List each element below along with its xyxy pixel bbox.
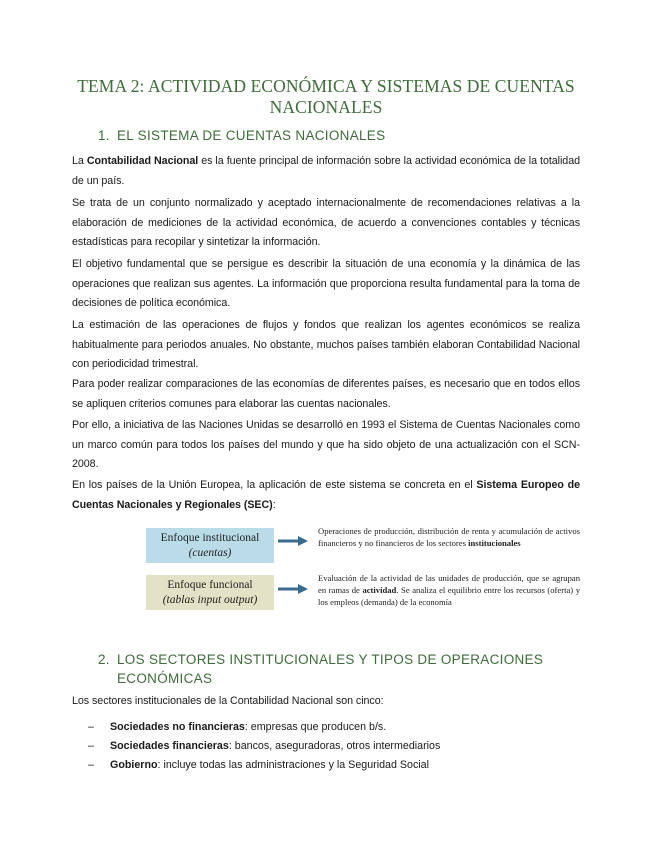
paragraph-1: La Contabilidad Nacional es la fuente principal de información sobre la actividad económica de la totalidad de un país.: [72, 155, 580, 187]
paragraph-4: La estimación de las operaciones de flujos y fondos que realizan los agentes económicos se realiza habitualmente para periodos anuales. No obstante, muchos países también elaboran Contabilidad Nacional con periodicidad trimestral.: [72, 319, 580, 371]
institutional-approach-description: Operaciones de producción, distribución de renta y acumulación de activos financieros y no financieros de los sectores institucionales: [318, 526, 580, 549]
list-item: – Gobierno: incluye todas las administraciones y la Seguridad Social: [88, 759, 429, 771]
paragraph-2: Se trata de un conjunto normalizado y aceptado internacionalmente de recomendaciones relativas a la elaboración de mediciones de la actividad económica, de acuerdo a convenciones contables y técnicas estadísticas para recopilar y sintetizar la información.: [72, 197, 580, 249]
page-title: TEMA 2: ACTIVIDAD ECONÓMICA Y SISTEMAS DE CUENTAS NACIONALES: [77, 76, 575, 117]
section-title: EL SISTEMA DE CUENTAS NACIONALES: [117, 128, 386, 143]
paragraph-3: El objetivo fundamental que se persigue es describir la situación de una economía y la dinámica de las operaciones que realizan sus agentes. La información que proporciona resulta fundamental para la toma de decisiones de política económica.: [72, 258, 580, 310]
list-item: – Sociedades financieras: bancos, aseguradoras, otros intermediarios: [88, 740, 441, 752]
list-item: – Sociedades no financieras: empresas que producen b/s.: [88, 721, 387, 733]
section-heading-1: [98, 128, 385, 143]
arrow-right-icon: [278, 536, 308, 546]
paragraph-6: Por ello, a iniciativa de las Naciones Unidas se desarrolló en 1993 el Sistema de Cuentas Nacionales como un marco común para todos los países del mundo y que ha sido objeto de una actualización con el SCN-2008.: [72, 419, 580, 471]
approaches-diagram: [146, 520, 586, 632]
arrow-right-icon: [278, 584, 308, 594]
bold-term: Contabilidad Nacional: [86, 155, 199, 167]
paragraph-7: En los países de la Unión Europea, la aplicación de este sistema se concreta en el Sistema Europeo de Cuentas Nacionales y Regionales (SEC):: [72, 479, 580, 511]
sector-list: [72, 718, 580, 775]
section-number: 1.: [98, 128, 110, 143]
paragraph-8: Los sectores institucionales de la Contabilidad Nacional son cinco:: [72, 695, 384, 707]
section-title: LOS SECTORES INSTITUCIONALES Y TIPOS DE OPERACIONES: [117, 652, 544, 667]
section-title-continued: ECONÓMICAS: [117, 671, 213, 686]
bold-term: Sistema Europeo de Cuentas Nacionales y Regionales (SEC): [72, 479, 580, 511]
functional-approach-description: Evaluación de la actividad de las unidades de producción, que se agrupan en ramas de actividad. Se analiza el equilibrio entre los recursos (oferta) y los empleos (demanda) de la economía: [318, 573, 581, 608]
paragraph-5: Para poder realizar comparaciones de las economías de diferentes países, es necesario que en todos ellos se apliquen criterios comunes para elaborar las cuentas nacionales.: [72, 378, 580, 410]
section-heading-2: [98, 650, 548, 688]
institutional-approach-box: Enfoque institucional (cuentas): [146, 528, 274, 563]
functional-approach-box: Enfoque funcional (tablas input output): [146, 575, 274, 610]
section-number: 2.: [98, 652, 110, 667]
